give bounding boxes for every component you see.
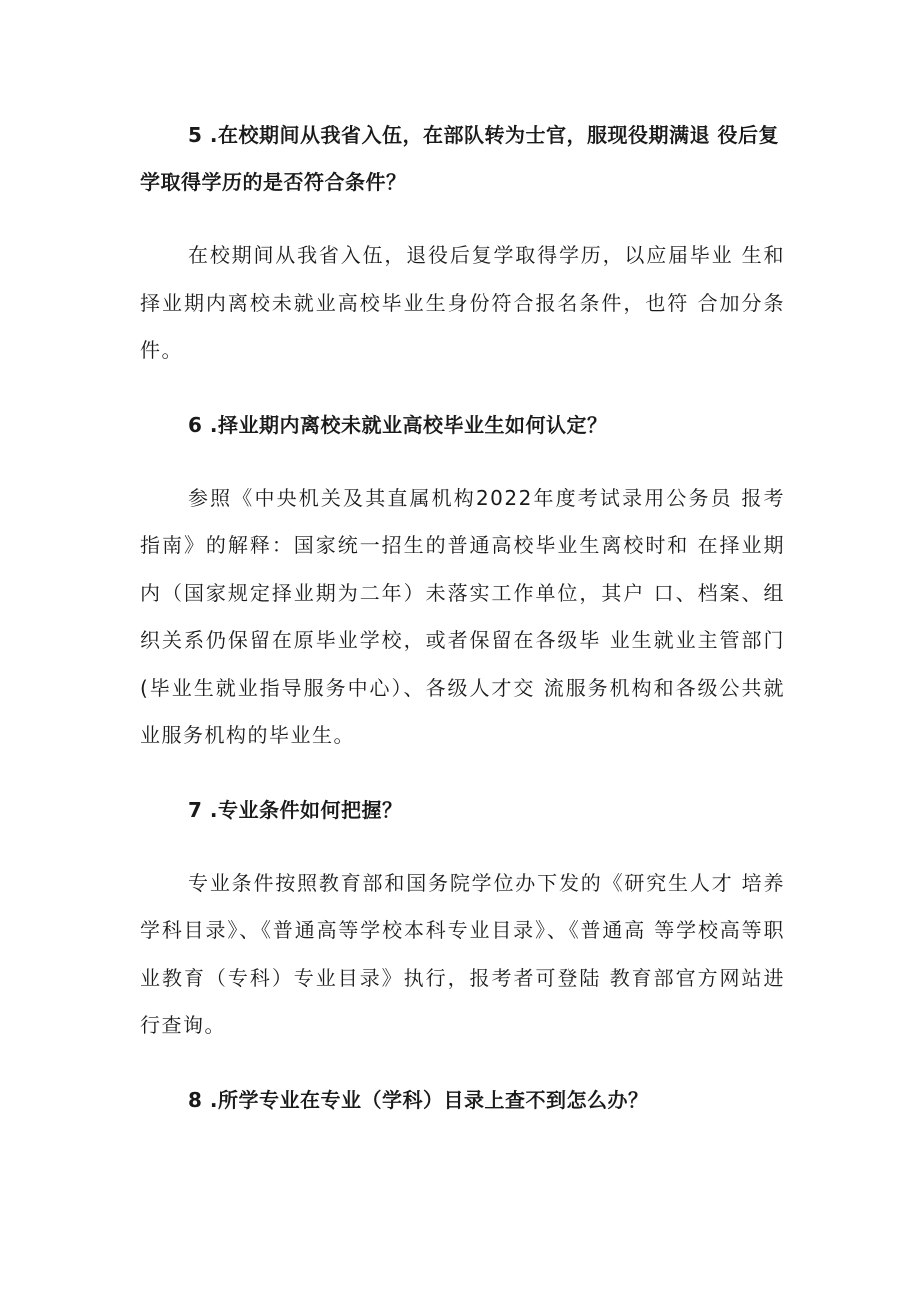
question-7 <box>140 787 785 834</box>
question-6-text: 6 .择业期内离校未就业高校毕业生如何认定？ <box>188 412 608 437</box>
question-5-text: 5 .在校期间从我省入伍，在部队转为士官，服现役期满退 役后复学取得学历的是否符合条件？ <box>140 123 779 194</box>
answer-7: 专业条件按照教育部和国务院学位办下发的《研究生人才 培养学科目录》、《普通高等学校本科专业目录》、《普通高 等学校高等职业教育（专科）专业目录》执行，报考者可登陆 教育部官方网站进行查询。 <box>140 870 785 1037</box>
question-5 <box>140 112 785 206</box>
answer-6: 参照《中央机关及其直属机构2022年度考试录用公务员 报考指南》的解释：国家统一招生的普通高校毕业生离校时和 在择业期内（国家规定择业期为二年）未落实工作单位，其户 口、档案、组织关系仍保留在原毕业学校，或者保留在各级毕 业生就业主管部门(毕业生就业指导服务中心）、各级人才交 流服务机构和各级公共就业服务机构的毕业生。 <box>140 485 785 747</box>
document-body <box>140 112 785 1124</box>
question-6 <box>140 402 785 449</box>
question-7-text: 7 .专业条件如何把握？ <box>188 797 403 822</box>
answer-5: 在校期间从我省入伍，退役后复学取得学历，以应届毕业 生和择业期内离校未就业高校毕业生身份符合报名条件，也符 合加分条件。 <box>140 243 785 362</box>
question-8 <box>140 1077 785 1124</box>
question-8-text: 8 .所学专业在专业（学科）目录上查不到怎么办？ <box>188 1087 649 1112</box>
